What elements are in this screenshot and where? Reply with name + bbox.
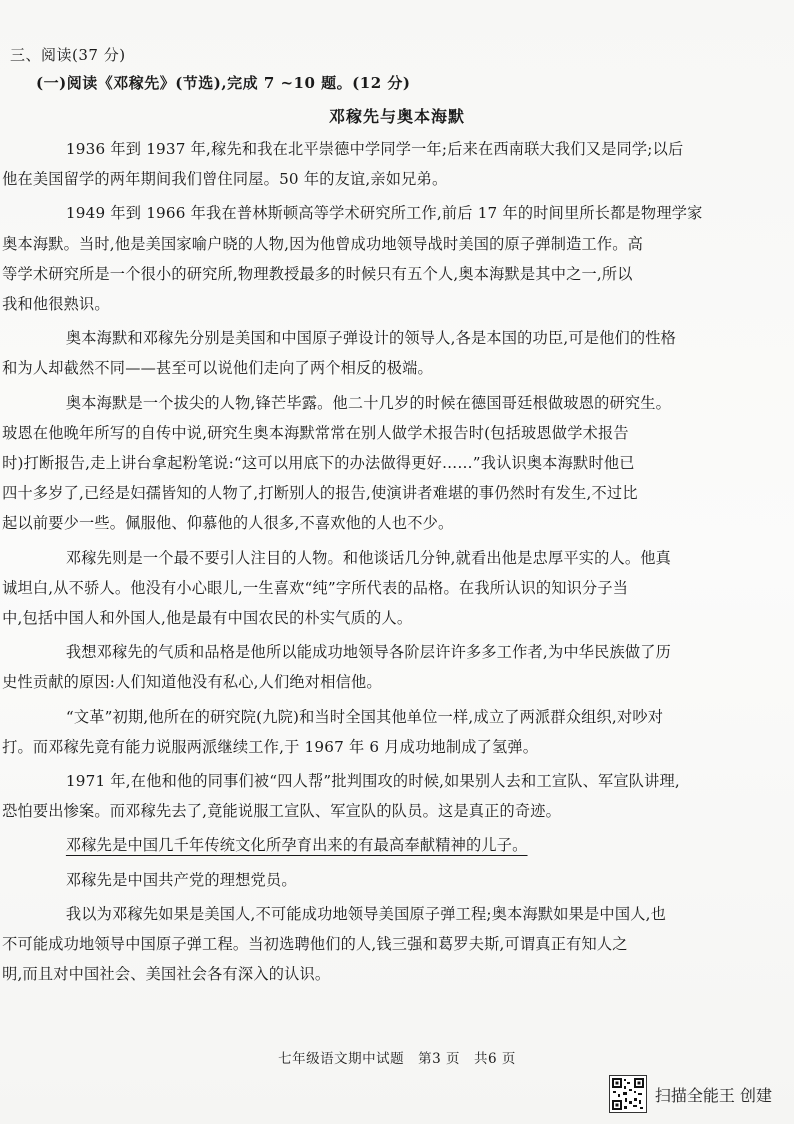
paragraph-line: 等学术研究所是一个很小的研究所,物理教授最多的时候只有五个人,奥本海默是其中之一,所以 <box>2 264 633 283</box>
paragraph-line: 他在美国留学的两年期间我们曾住同屋。50 年的友谊,亲如兄弟。 <box>2 170 448 189</box>
page-footer: 七年级语文期中试题 第3 页 共6 页 <box>278 1051 516 1067</box>
paragraph-line: 我和他很熟识。 <box>2 295 110 314</box>
paragraph <box>2 637 786 697</box>
paragraph-line: 奥本海默。当时,他是美国家喻户晓的人物,因为他曾成功地领导战时美国的原子弹制造工作。高 <box>2 234 644 253</box>
paragraph-line: 我以为邓稼先如果是美国人,不可能成功地领导美国原子弹工程;奥本海默如果是中国人,也 <box>65 904 667 923</box>
paragraph-line: 起以前要少一些。佩服他、仰慕他的人很多,不喜欢他的人也不少。 <box>2 514 454 533</box>
paragraph-line: 邓稼先是中国几千年传统文化所孕育出来的有最高奉献精神的儿子。 <box>65 836 528 855</box>
paragraph <box>2 198 786 319</box>
paragraph <box>34 865 786 895</box>
paragraph <box>2 388 786 539</box>
paragraph-line: 中,包括中国人和外国人,他是最有中国农民的朴实气质的人。 <box>2 609 413 628</box>
paragraph-line: 明,而且对中国社会、美国社会各有深入的认识。 <box>2 965 331 984</box>
paragraph-line: 不可能成功地领导中国原子弹工程。当初选聘他们的人,钱三强和葛罗夫斯,可谓真正有知人之 <box>2 935 628 954</box>
paragraph <box>2 702 786 762</box>
paragraph-line: 邓稼先则是一个最不要引人注目的人物。和他谈话几分钟,就看出他是忠厚平实的人。他真 <box>65 548 672 567</box>
paragraph <box>2 766 786 826</box>
paragraph-line: 四十多岁了,已经是妇孺皆知的人物了,打断别人的报告,使演讲者难堪的事仍然时有发生,不过比 <box>2 484 638 503</box>
paragraph-line: 我想邓稼先的气质和品格是他所以能成功地领导各阶层许许多多工作者,为中华民族做了历 <box>65 643 672 662</box>
paragraph-line: 史性贡献的原因:人们知道他没有私心,人们绝对相信他。 <box>2 673 382 692</box>
paragraph-line: 1971 年,在他和他的同事们被“四人帮”批判围攻的时候,如果别人去和工宣队、军宣队讲理, <box>65 772 680 791</box>
paragraph-line: “文革”初期,他所在的研究院(九院)和当时全国其他单位一样,成立了两派群众组织,对吵对 <box>65 707 664 726</box>
paragraph-line: 恐怕要出惨案。而邓稼先去了,竟能说服工宣队、军宣队的队员。这是真正的奇迹。 <box>2 802 562 821</box>
sub-heading: (一)阅读《邓稼先》(节选),完成 7 ~10 题。(12 分) <box>36 74 411 92</box>
paragraph-line: 奥本海默和邓稼先分别是美国和中国原子弹设计的领导人,各是本国的功臣,可是他们的性格 <box>65 329 677 348</box>
qr-code-icon <box>609 1075 647 1113</box>
article-body <box>2 134 786 993</box>
paragraph-line: 时)打断报告,走上讲台拿起粉笔说:“这可以用底下的办法做得更好……”我认识奥本海默时他已 <box>2 454 635 473</box>
paragraph-line: 和为人却截然不同——甚至可以说他们走向了两个相反的极端。 <box>2 359 433 378</box>
paragraph <box>2 899 786 990</box>
scanner-label: 扫描全能王 创建 <box>654 1085 772 1105</box>
paragraph-line: 邓稼先是中国共产党的理想党员。 <box>65 870 297 889</box>
paragraph <box>2 543 786 634</box>
paragraph <box>2 134 786 194</box>
paragraph-line: 打。而邓稼先竟有能力说服两派继续工作,于 1967 年 6 月成功地制成了氢弹。 <box>2 737 539 756</box>
article-title: 邓稼先与奥本海默 <box>328 107 465 126</box>
paragraph <box>2 323 786 383</box>
paragraph-line: 诚坦白,从不骄人。他没有小心眼儿,一生喜欢“纯”字所代表的品格。在我所认识的知识分子当 <box>2 578 629 597</box>
paragraph-line: 1949 年到 1966 年我在普林斯顿高等学术研究所工作,前后 17 年的时间里所长都是物理学家 <box>65 204 703 223</box>
paragraph <box>34 830 786 860</box>
paragraph-line: 玻恩在他晚年所写的自传中说,研究生奥本海默常常在别人做学术报告时(包括玻恩做学术报告 <box>2 423 629 442</box>
section-heading: 三、阅读(37 分) <box>10 46 126 64</box>
scanner-watermark <box>609 1075 772 1113</box>
paragraph-line: 1936 年到 1937 年,稼先和我在北平崇德中学同学一年;后来在西南联大我们又是同学;以后 <box>65 140 684 158</box>
paragraph-line: 奥本海默是一个拔尖的人物,锋芒毕露。他二十几岁的时候在德国哥廷根做玻恩的研究生。 <box>65 393 672 412</box>
